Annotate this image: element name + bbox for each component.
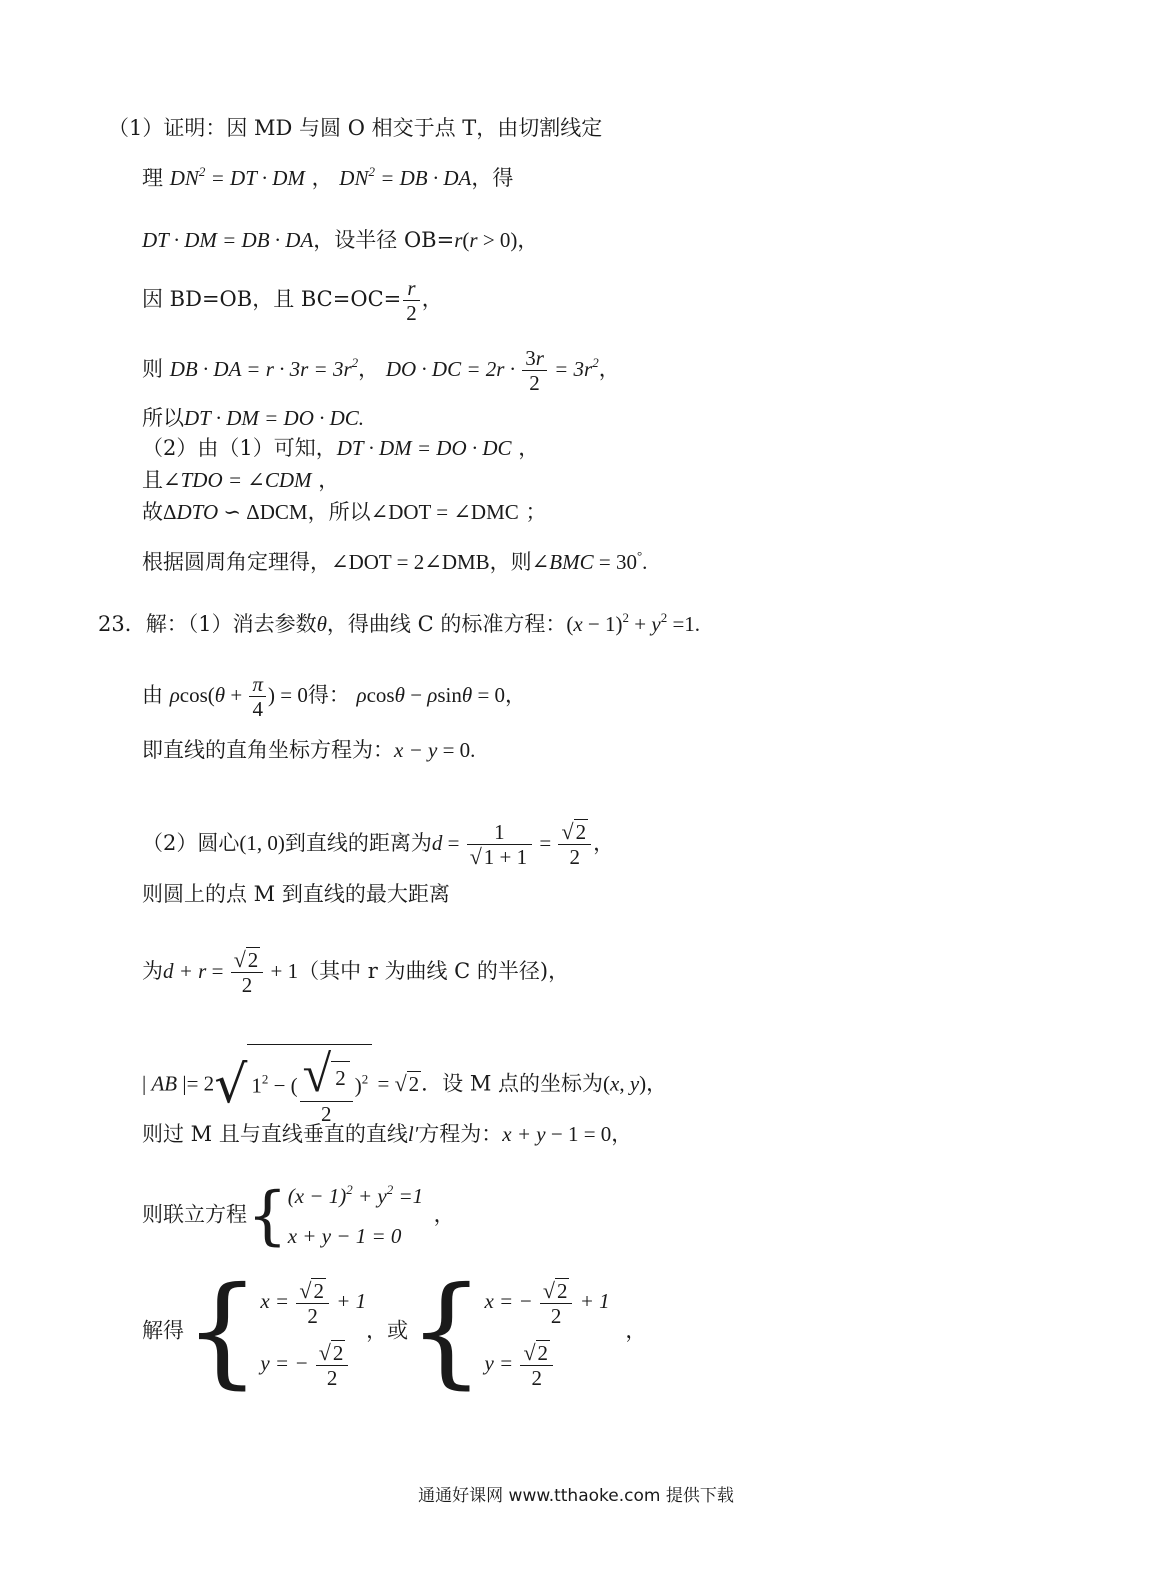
solution-system-2: { x = − $\frac{√2}{2}$ + 1 y = $\frac{√2}{2}$ xyxy=(408,1262,610,1401)
equation-system: { $(x - 1)^2 + y^2 =1$ x + y − 1 = 0 xyxy=(247,1179,424,1253)
product-equality-line: DT · DM = DB · DA，设半径 OB=r(r > 0)， xyxy=(142,228,539,252)
fraction: $\frac{√2}{2}$ xyxy=(558,820,591,869)
polar-eq-line: 由 ρcos(θ + $\frac{\pi}{4}$ ) = 0得： ρcosθ − ρsinθ = 0， xyxy=(142,672,527,721)
db-da-do-dc-line: 则 DB · DA = $r \cdot 3r = 3r^2$， DO · DC = 2r · $\frac{3r}{2}$ = $3r^2$， xyxy=(142,346,620,395)
part2-from1-line: （2）由（1）可知，DT · DM = DO · DC ， xyxy=(142,436,540,460)
rect-eq-line: 即直线的直角坐标方程为：x − y = 0. xyxy=(142,738,476,762)
max-distance-line: 则圆上的点 M 到直线的最大距离 xyxy=(142,882,450,906)
solutions-line: 解得{ x = $\frac{√2}{2}$ + 1 y = − $\frac{√2}{2}$ ，或{ x = − $\frac{√2}{2}$ + 1 y = $\frac{√2}{2}$ ， xyxy=(142,1262,647,1401)
q23-head-line: 23．解：（1）消去参数θ，得曲线 C 的标准方程：$(x - 1)^2 + y^2 =1$. xyxy=(98,610,701,636)
fraction: $\frac{\pi}{4}$ xyxy=(249,672,266,721)
max-distance-value-line: 为d + r = $\frac{√2}{2}$ + 1（其中 r 为曲线 C 的半径)， xyxy=(142,947,570,997)
fraction: $\frac{3r}{2}$ xyxy=(522,346,547,395)
solution-system-1: { x = $\frac{√2}{2}$ + 1 y = − $\frac{√2}{2}$ xyxy=(184,1262,367,1401)
system-line: 则联立方程{ $(x - 1)^2 + y^2 =1$ x + y − 1 = 0 ， xyxy=(142,1176,455,1256)
chord-length-line: | AB |= 2√ $1^2$ − ( $\frac{√ 2}{2}$ )$^2$ = √2．设 M 点的坐标为(x, y)， xyxy=(142,1046,668,1126)
bc-oc-line: 因 BD=OB，且 BC=OC= $\frac{r}{2}$ ， xyxy=(142,276,443,325)
fraction: $\frac{√2}{2}$ xyxy=(231,948,264,997)
sqrt-expression: √ $1^2$ − ( $\frac{√ 2}{2}$ )$^2$ xyxy=(214,1044,372,1126)
angle-equal-line: 且∠TDO = ∠CDM ， xyxy=(142,468,340,492)
fraction: $\frac{r}{2}$ xyxy=(403,276,420,325)
fraction: $\frac{1}{√1 + 1}$ xyxy=(467,820,532,869)
tangent-secant-line: 理 $DN^2$ = DT · DM ， $DN^2$ = DB · DA，得 xyxy=(142,164,514,190)
proof-intro: （1）证明：因 MD 与圆 O 相交于点 T，由切割线定 xyxy=(108,116,603,140)
similar-triangles-line: 故ΔDTO ∽ ΔDCM，所以∠DOT = ∠DMC ； xyxy=(142,500,547,524)
inscribed-angle-line: 根据圆周角定理得，∠DOT = 2∠DMB，则∠BMC = 30°. xyxy=(142,548,648,574)
conclusion-1-line: 所以DT · DM = DO · DC. xyxy=(142,406,365,430)
distance-line: （2）圆心(1, 0)到直线的距离为d = $\frac{1}{√1 + 1}$ = $\frac{√2}{2}$ ， xyxy=(142,819,615,869)
perpendicular-line: 则过 M 且与直线垂直的直线l′方程为：x + y − 1 = 0， xyxy=(142,1122,633,1146)
page-footer: 通通好课网 www.tthaoke.com 提供下载 xyxy=(418,1486,734,1506)
